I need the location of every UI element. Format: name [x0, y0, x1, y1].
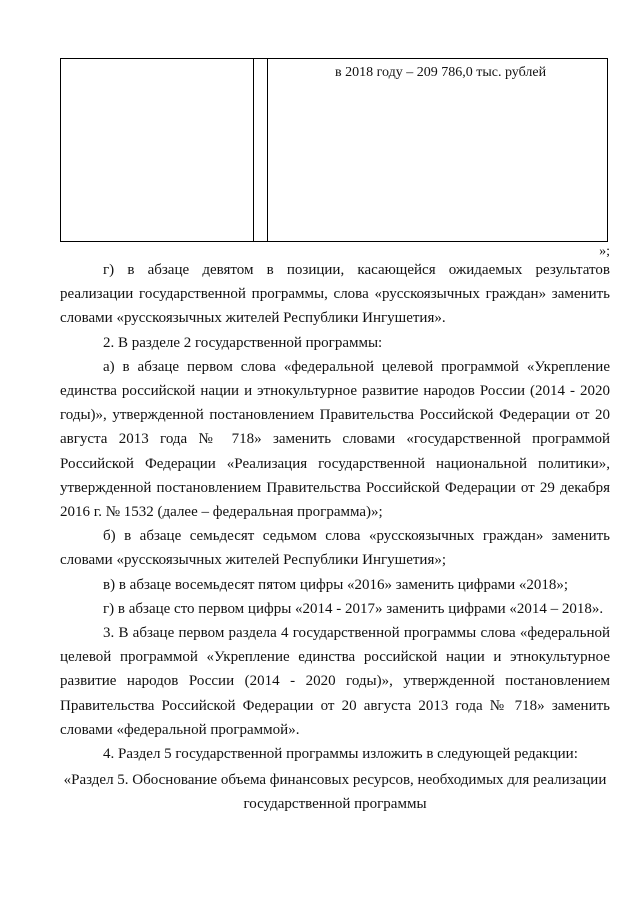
paragraph-item-v-section2: в) в абзаце восемьдесят пятом цифры «2016» заменить цифрами «2018»;: [103, 576, 569, 593]
table-cell-funding-2018: в 2018 году – 209 786,0 тыс. рублей: [335, 65, 547, 80]
paragraph-item-g-section2: г) в абзаце сто первом цифры «2014 - 2017» заменить цифрами «2014 – 2018».: [103, 600, 604, 617]
paragraph-item-g-section1: г) в абзаце девятом в позиции, касающейся ожидаемых результатов реализации государственной программы, слова «русскоязычных граждан» заменить словами «русскоязычных жителей Республики Ингушетия».: [60, 262, 610, 327]
table-column-divider: [253, 59, 254, 241]
quote-closing-mark: »;: [599, 244, 610, 259]
document-body: [60, 258, 610, 817]
paragraph-section-4: 4. Раздел 5 государственной программы изложить в следующей редакции:: [103, 746, 578, 763]
section-5-heading: «Раздел 5. Обоснование объема финансовых ресурсов, необходимых для реализации государственной программы: [63, 772, 607, 813]
table-column-divider: [267, 59, 268, 241]
paragraph-section-3: 3. В абзаце первом раздела 4 государственной программы слова «федеральной целевой программой «Укрепление единства российской нации и этнокультурное развитие народов России (2014 - 2020 годы)», утвержденной постановлением Правительства Российской Федерации от 20 августа 2013 года № 718» заменить словами «федеральной программой».: [60, 625, 610, 738]
paragraph-item-a-section2: а) в абзаце первом слова «федеральной целевой программой «Укрепление единства российской нации и этнокультурное развитие народов России (2014 - 2020 годы)», утвержденной постановлением Правительства Российской Федерации от 20 августа 2013 года № 718» заменить словами «государственной программой Российской Федерации «Реализация государственной национальной политики», утвержденной постановлением Правительства Российской Федерации от 29 декабря 2016 г. № 1532 (далее – федеральная программа)»;: [60, 358, 610, 521]
funding-table: [60, 58, 608, 242]
paragraph-section-2: 2. В разделе 2 государственной программы:: [103, 334, 383, 351]
paragraph-item-b-section2: б) в абзаце семьдесят седьмом слова «русскоязычных граждан» заменить словами «русскоязычных жителей Республики Ингушетия»;: [60, 528, 610, 569]
